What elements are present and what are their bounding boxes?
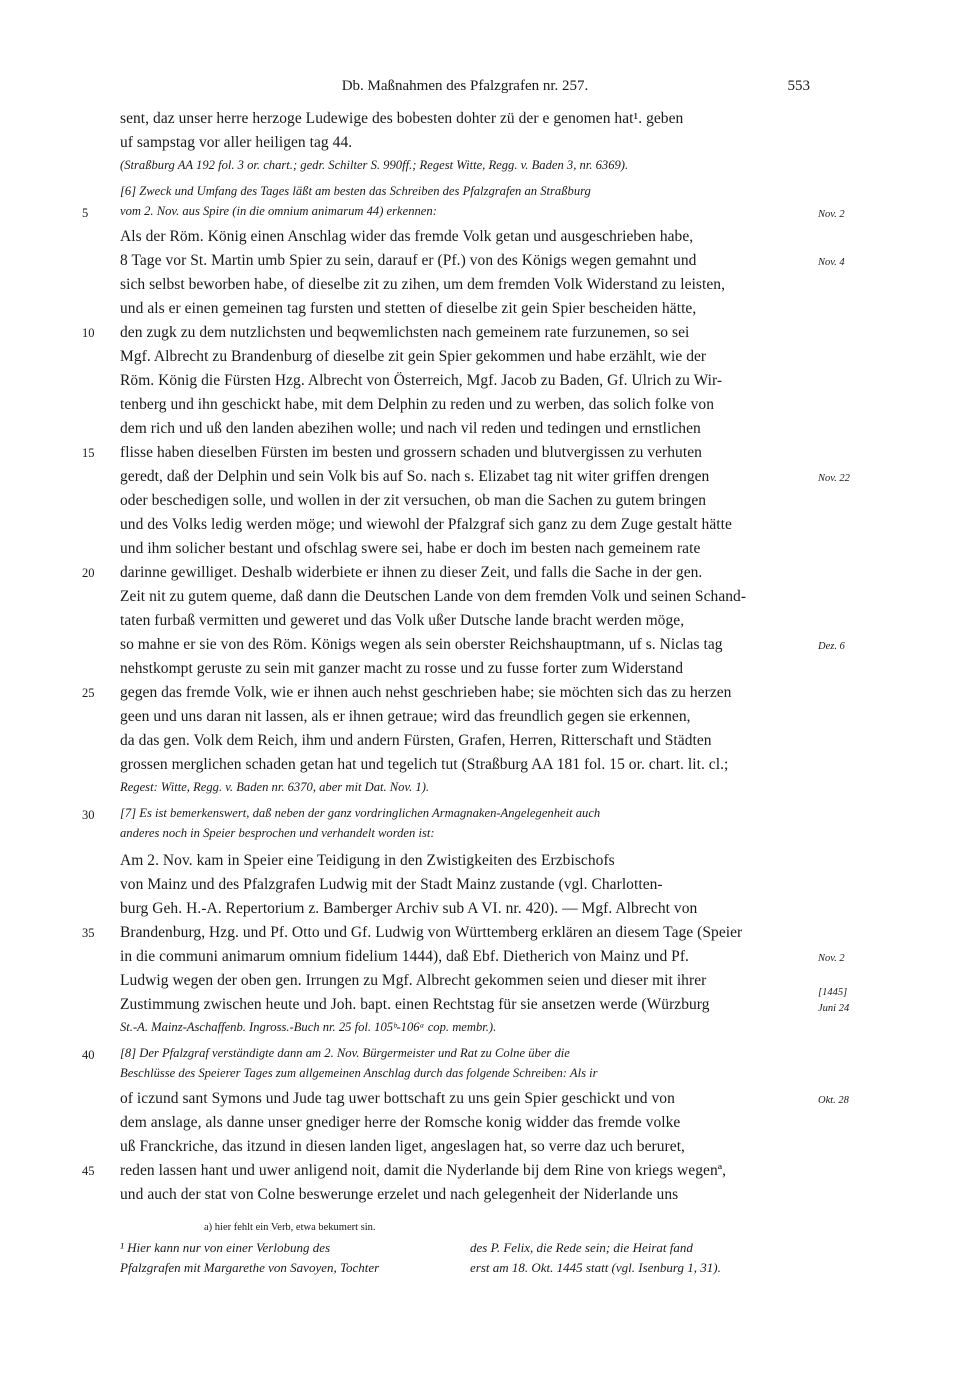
text-line: und auch der stat von Colne beswerunge erzelet und nach gelegenheit der Niderlande uns <box>120 1186 679 1203</box>
text-line: St.-A. Mainz-Aschaffenb. Ingross.-Buch nr. 25 fol. 105ᵇ-106ᵃ cop. membr.). <box>120 1020 497 1034</box>
text-line: flisse haben dieselben Fürsten im besten und grossern schaden und blutvergissen zu verhuten <box>120 444 702 461</box>
running-title: Db. Maßnahmen des Pfalzgrafen nr. 257. <box>341 78 589 94</box>
margin-date: Nov. 2 <box>818 953 845 964</box>
line-number: 5 <box>82 206 89 220</box>
text-line: geen und uns daran nit lassen, als er ihnen getraue; wird das freundlich gegen sie erkennen, <box>120 708 691 725</box>
margin-date: Nov. 2 <box>818 209 845 220</box>
text-line: sent, daz unser herre herzoge Ludewige des bobesten dohter zü der e genomen hat¹. geben <box>120 110 684 127</box>
margin-date: Dez. 6 <box>818 641 845 652</box>
text-line: Brandenburg, Hzg. und Pf. Otto und Gf. Ludwig von Württemberg erklären an diesem Tage (Speier <box>120 924 743 941</box>
line-number: 40 <box>82 1048 95 1062</box>
text-line: (Straßburg AA 192 fol. 3 or. chart.; gedr. Schilter S. 990ff.; Regest Witte, Regg. v. Baden 3, nr. 6369). <box>120 158 629 172</box>
text-line: Mgf. Albrecht zu Brandenburg of dieselbe zit gein Spier gekommen und habe erzählt, wie der <box>120 348 707 365</box>
text-line: den zugk zu dem nutzlichsten und beqwemlichsten nach gemeinem rate furzunemen, so sei <box>120 324 690 341</box>
text-line: anderes noch in Speier besprochen und verhandelt worden ist: <box>120 826 435 840</box>
text-line: of iczund sant Symons und Jude tag uwer bottschaft zu uns gein Spier geschickt und von <box>120 1090 675 1107</box>
text-line: Zustimmung zwischen heute und Joh. bapt. einen Rechtstag für sie ansetzen werde (Würzburg <box>120 996 710 1013</box>
text-line: von Mainz und des Pfalzgrafen Ludwig mit der Stadt Mainz zustande (vgl. Charlotten- <box>120 876 663 893</box>
footnote-line: des P. Felix, die Rede sein; die Heirat fand <box>470 1240 693 1255</box>
text-line: Zeit nit zu gutem queme, daß dann die Deutschen Lande von dem fremden Volk und seinen Schand- <box>120 588 747 605</box>
text-line: und als er einen gemeinen tag fursten und stetten of dieselbe zit gein Spier bescheiden hätte, <box>120 300 697 317</box>
text-line: darinne gewilliget. Deshalb widerbiete er ihnen zu dieser Zeit, und falls die Sache in der gen. <box>120 564 703 581</box>
text-line: [6] Zweck und Umfang des Tages läßt am besten das Schreiben des Pfalzgrafen an Straßburg <box>120 184 591 198</box>
text-line: dem rich und uß den landen abezihen wolle; und nach vil reden und tedingen und ernstlichen <box>120 420 701 437</box>
apparatus-note: a) hier fehlt ein Verb, etwa bekumert sin. <box>204 1222 376 1233</box>
text-line: und ihm solicher bestant und ofschlag swere sei, habe er doch im besten nach gemeinem rate <box>120 540 701 557</box>
line-number: 30 <box>82 808 95 822</box>
margin-date: [1445] <box>818 987 848 998</box>
line-number: 20 <box>82 566 95 580</box>
text-line: geredt, daß der Delphin und sein Volk bis auf So. nach s. Elizabet tag nit witer griffen drengen <box>120 468 710 485</box>
line-number: 45 <box>82 1164 95 1178</box>
line-number: 15 <box>82 446 95 460</box>
text-line: [8] Der Pfalzgraf verständigte dann am 2. Nov. Bürgermeister und Rat zu Colne über die <box>120 1046 570 1060</box>
text-line: dem anslage, als danne unser gnediger herre der Romsche konig widder das fremde volke <box>120 1114 681 1131</box>
text-line: tenberg und ihn geschickt habe, mit dem Delphin zu reden und zu werben, das solich folke von <box>120 396 715 413</box>
text-line: Röm. König die Fürsten Hzg. Albrecht von Österreich, Mgf. Jacob zu Baden, Gf. Ulrich zu Wir- <box>120 372 723 389</box>
text-line: 8 Tage vor St. Martin umb Spier zu sein, darauf er (Pf.) von des Königs wegen gemahnt und <box>120 252 697 269</box>
text-line: in die communi animarum omnium fidelium 1444), daß Ebf. Dietherich von Mainz und Pf. <box>120 948 689 965</box>
line-number: 35 <box>82 926 95 940</box>
footnote-line: Pfalzgrafen mit Margarethe von Savoyen, Tochter <box>120 1260 380 1275</box>
margin-date: Nov. 22 <box>818 473 850 484</box>
page-number: 553 <box>787 78 810 94</box>
text-line: da das gen. Volk dem Reich, ihm und andern Fürsten, Grafen, Herren, Ritterschaft und Städten <box>120 732 712 749</box>
margin-date: Nov. 4 <box>818 257 845 268</box>
text-line: nehstkompt geruste zu sein mit ganzer macht zu rosse und zu fusse forter zum Widerstand <box>120 660 683 677</box>
line-number: 10 <box>82 326 95 340</box>
text-line: so mahne er sie von des Röm. Königs wegen als sein oberster Reichshauptmann, uf s. Niclas tag <box>120 636 723 653</box>
text-line: und des Volks ledig werden möge; und wiewohl der Pfalzgraf sich ganz zu dem Zuge gestalt hätte <box>120 516 732 533</box>
footnote-line: ¹ Hier kann nur von einer Verlobung des <box>120 1240 331 1255</box>
text-line: taten furbaß vermitten und geweret und das Volk ußer Dutsche lande bracht werden möge, <box>120 612 685 629</box>
text-line: Am 2. Nov. kam in Speier eine Teidigung in den Zwistigkeiten des Erzbischofs <box>120 852 615 869</box>
margin-date: Okt. 28 <box>818 1095 849 1106</box>
text-line: Beschlüsse des Speierer Tages zum allgemeinen Anschlag durch das folgende Schreiben: Als ir <box>120 1066 598 1080</box>
margin-date: Juni 24 <box>818 1003 850 1014</box>
text-line: uß Franckriche, das itzund in diesen landen liget, angeslagen hat, so verre daz uch beruret, <box>120 1138 685 1155</box>
text-line: oder beschedigen solle, und wollen in der zit versuchen, ob man die Sachen zu gutem bringen <box>120 492 707 509</box>
text-line: [7] Es ist bemerkenswert, daß neben der ganz vordringlichen Armagnaken-Angelegenheit auch <box>120 806 601 820</box>
line-number: 25 <box>82 686 95 700</box>
text-line: Als der Röm. König einen Anschlag wider das fremde Volk getan und ausgeschrieben habe, <box>120 228 694 245</box>
text-line: gegen das fremde Volk, wie er ihnen auch nehst geschrieben habe; sie möchten sich das zu herzen <box>120 684 732 701</box>
text-line: grossen merglichen schaden getan hat und tegelich tut (Straßburg AA 181 fol. 15 or. chart. lit. cl.; <box>120 756 729 773</box>
running-header <box>120 78 810 102</box>
text-line: sich selbst beworben habe, of dieselbe zit zu zihen, um dem fremden Volk Widerstand zu leisten, <box>120 276 726 293</box>
text-line: uf sampstag vor aller heiligen tag 44. <box>120 134 353 151</box>
text-line: burg Geh. H.-A. Repertorium z. Bamberger Archiv sub A VI. nr. 420). — Mgf. Albrecht von <box>120 900 698 917</box>
text-line: reden lassen hant und uwer anligend noit, damit die Nyderlande bij dem Rine von kriegs wegenª, <box>120 1162 726 1179</box>
footnote-line: erst am 18. Okt. 1445 statt (vgl. Isenburg 1, 31). <box>470 1260 721 1275</box>
text-line: Regest: Witte, Regg. v. Baden nr. 6370, aber mit Dat. Nov. 1). <box>120 780 430 794</box>
text-line: vom 2. Nov. aus Spire (in die omnium animarum 44) erkennen: <box>120 204 437 218</box>
text-line: Ludwig wegen der oben gen. Irrungen zu Mgf. Albrecht gekommen seien und dieser mit ihrer <box>120 972 707 989</box>
